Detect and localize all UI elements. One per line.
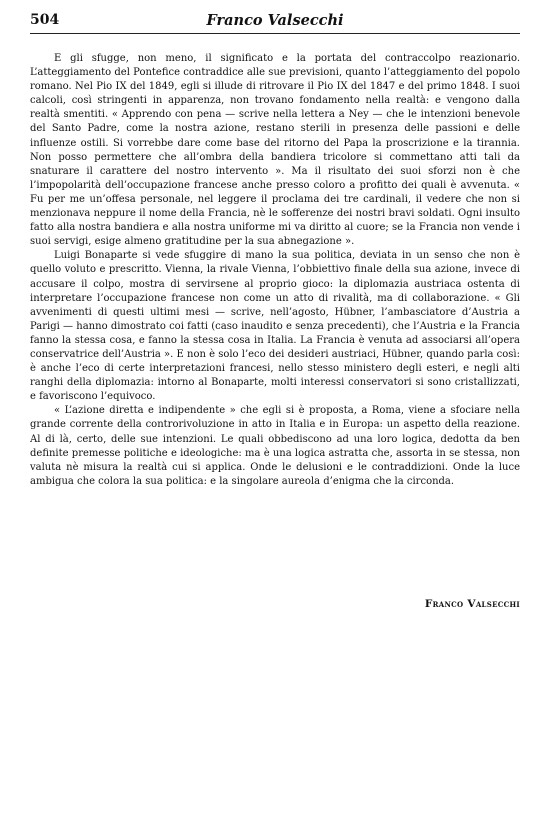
article-body: [30, 52, 520, 489]
paragraph-2: Luigi Bonaparte si vede sfuggire di mano la sua politica, deviata in un senso che non è quello voluto e prescritto. Vienna, la rivale Vienna, l’obbiettivo finale della sua azione, invece di accusare il colpo, mostra di servirsene al proprio gioco: la diplomazia austriaca ostenta di interpretare l’occupazione francese non come un atto di rivalità, ma di collaborazione. « Gli avvenimenti di questi ultimi mesi — scrive, nell’agosto, Hübner, l’ambasciatore d’Austria a Parigi — hanno dimostrato coi fatti (caso inaudito e senza precedenti), che l’Austria e la Francia fanno la stessa cosa, e fanno la stessa cosa in Italia. La Francia è venuta ad associarsi all’opera conservatrice dell’Austria ». E non è solo l’eco dei desideri austriaci, Hübner, quando parla così: è anche l’eco di certe interpretazioni francesi, nello stesso ministero degli esteri, e negli alti ranghi della diplomazia: intorno al Bonaparte, molti interessi conservatori si sono cristallizzati, e favoriscono l’equivoco.: [30, 250, 520, 403]
author-signature: Franco Valsecchi: [424, 598, 520, 610]
paragraph-1: E gli sfugge, non meno, il significato e la portata del contraccolpo reazionario. L’atteggiamento del Pontefice contraddice alle sue previsioni, quanto l’atteggiamento del popolo romano. Nel Pio IX del 1849, egli si illude di ritrovare il Pio IX del 1847 e del primo 1848. I suoi calcoli, così stringenti in apparenza, non trovano fondamento nella realtà: e vengono dalla realtà smentiti. « Apprendo con pena — scrive nella lettera a Ney — che le intenzioni benevole del Santo Padre, come la nostra azione, restano sterili in presenza delle passioni e delle influenze ostili. Si vorrebbe dare come base del ritorno del Papa la proscrizione e la tirannia. Non posso permettere che all’ombra della bandiera tricolore si commettano atti tali da snaturare il carattere del nostro intervento ». Ma il risultato dei suoi sforzi non è che l’impopolarità dell’occupazione francese anche presso coloro a profitto dei quali è avvenuta. « Fu per me un’offesa personale, nel leggere il proclama dei tre cardinali, il vedere che non si menzionava neppure il nome della Francia, nè le sofferenze dei nostri bravi soldati. Ogni insulto fatto alla nostra bandiera e alla nostra uniforme mi va diritto al cuore; se la Francia non vende i suoi servigi, esige almeno gratitudine per la sua abnegazione ».: [30, 53, 520, 248]
paragraph-3: « L’azione diretta e indipendente » che egli si è proposta, a Roma, viene a sfociare nella grande corrente della controrivoluzione in atto in Italia e in Europa: un aspetto della reazione. Al di là, certo, delle sue intenzioni. Le quali obbediscono ad una loro logica, dedotta da ben definite premesse politiche e ideologiche: ma è una logica astratta che, assorta in se stessa, non valuta nè misura la realtà cui si applica. Onde le delusioni e le contraddizioni. Onde la luce ambigua che colora la sua politica: e la singolare aureola d’enigma che la circonda.: [30, 405, 520, 487]
running-title: Franco Valsecchi: [206, 12, 344, 29]
header-rule: [30, 33, 520, 34]
page-number: 504: [30, 12, 60, 28]
page-header: [30, 12, 520, 32]
